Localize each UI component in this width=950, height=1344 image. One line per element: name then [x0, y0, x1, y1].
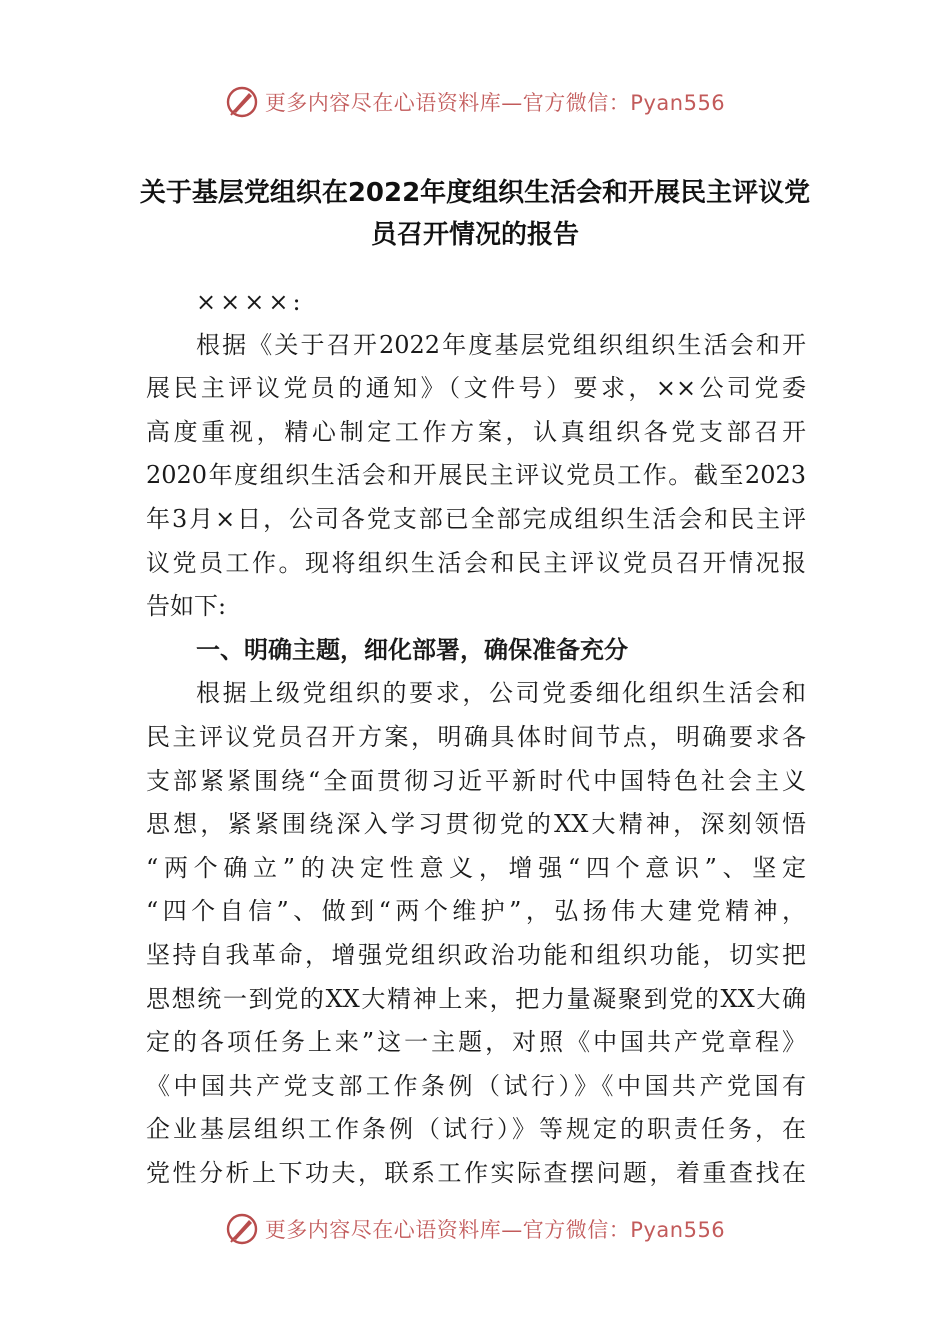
- quill-logo-icon: [225, 1212, 259, 1246]
- paragraph-line: “四个自信”、做到“两个维护”，弘扬伟大建党精神，: [146, 897, 806, 925]
- paragraph-line: 思想，紧紧围绕深入学习贯彻党的XX大精神，深刻领悟: [146, 810, 806, 838]
- paragraph-line: 企业基层组织工作条例（试行）》等规定的职责任务，在: [146, 1115, 806, 1143]
- paragraph-line: 民主评议党员召开方案，明确具体时间节点，明确要求各: [146, 723, 806, 751]
- paragraph-line: 《中国共产党支部工作条例（试行）》《中国共产党国有: [146, 1072, 806, 1100]
- paragraph-line: 年3月×日，公司各党支部已全部完成组织生活会和民主评: [146, 505, 806, 533]
- document-title-line-2: 员召开情况的报告: [370, 220, 579, 250]
- salutation: ××××:: [196, 288, 305, 316]
- paragraph-line: 支部紧紧围绕“全面贯彻习近平新时代中国特色社会主义: [146, 767, 806, 795]
- document-title-line-1: 关于基层党组织在2022年度组织生活会和开展民主评议党: [139, 178, 811, 208]
- paragraph-line: “两个确立”的决定性意义，增强“四个意识”、坚定: [146, 854, 806, 882]
- header-banner: [0, 82, 950, 122]
- paragraph-line: 党性分析上下功夫，联系工作实际查摆问题，着重查找在: [146, 1159, 806, 1187]
- paragraph-line: 2020年度组织生活会和开展民主评议党员工作。截至2023: [146, 461, 806, 489]
- section-heading: 一、明确主题，细化部署，确保准备充分: [196, 636, 628, 664]
- banner-text: 更多内容尽在心语资料库—官方微信：Pyan556: [264, 1218, 726, 1242]
- quill-logo-icon: [225, 85, 259, 119]
- paragraph-line: 定的各项任务上来”这一主题，对照《中国共产党章程》: [146, 1028, 806, 1056]
- paragraph-line: 坚持自我革命，增强党组织政治功能和组织功能，切实把: [146, 941, 806, 969]
- paragraph-line: 高度重视，精心制定工作方案，认真组织各党支部召开: [146, 418, 806, 446]
- paragraph-line: 议党员工作。现将组织生活会和民主评议党员召开情况报: [146, 549, 806, 577]
- footer-banner: [0, 1209, 950, 1249]
- paragraph-line: 告如下:: [146, 592, 227, 620]
- paragraph-line: 思想统一到党的XX大精神上来，把力量凝聚到党的XX大确: [146, 985, 806, 1013]
- banner-text: 更多内容尽在心语资料库—官方微信：Pyan556: [264, 91, 726, 115]
- paragraph-line: 根据《关于召开2022年度基层党组织组织生活会和开: [196, 331, 806, 359]
- paragraph-line: 根据上级党组织的要求，公司党委细化组织生活会和: [196, 679, 806, 707]
- paragraph-line: 展民主评议党员的通知》（文件号）要求，××公司党委: [146, 374, 806, 402]
